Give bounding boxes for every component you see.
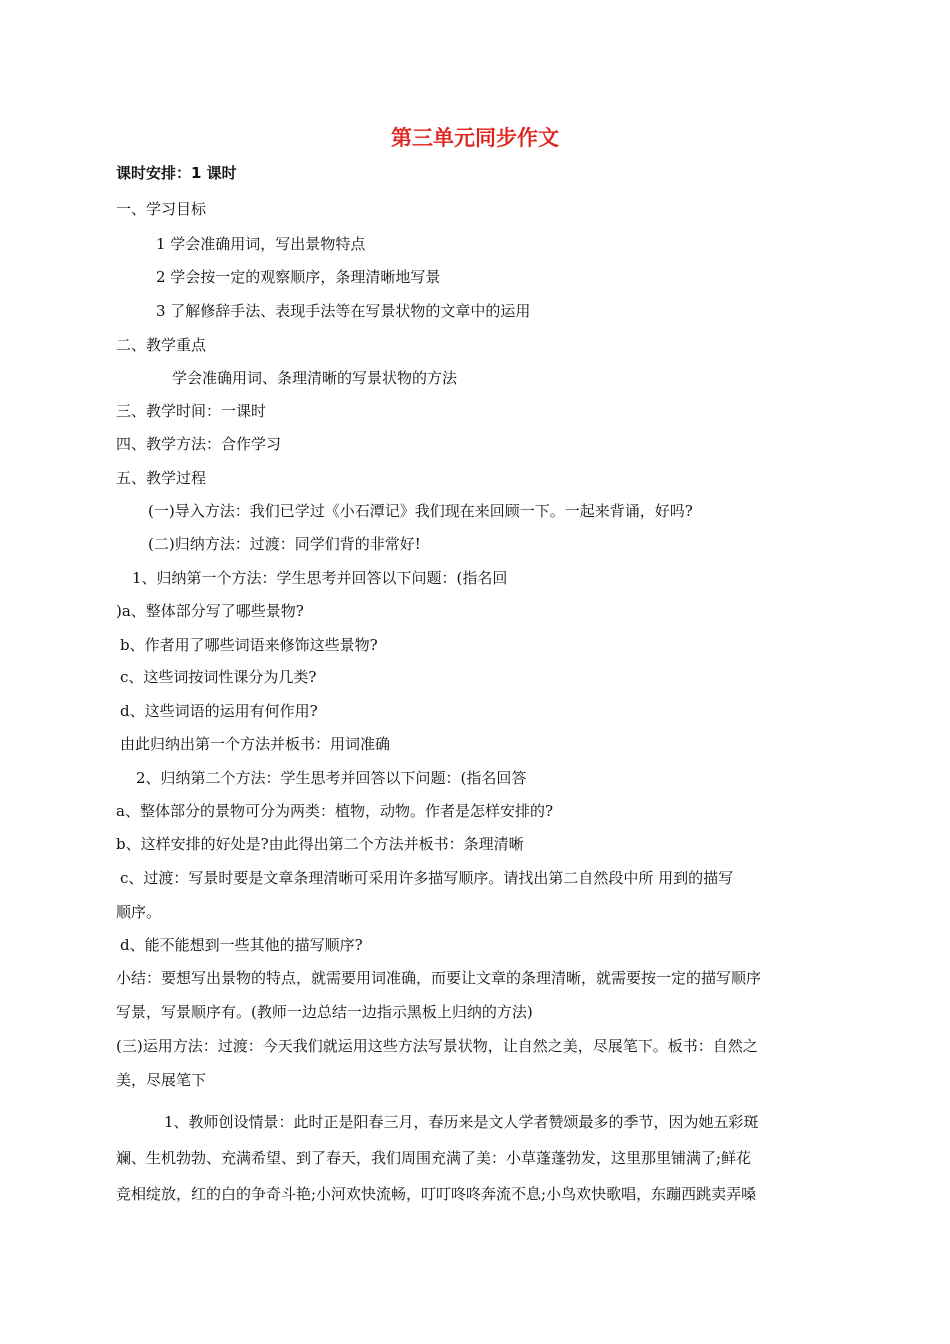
section-heading-method: 四、教学方法：合作学习 [116, 435, 282, 453]
paragraph-line: 斓、生机勃勃、充满希望、到了春天，我们周围充满了美：小草蓬蓬勃发，这里那里铺满了;鲜花 [116, 1149, 752, 1167]
paragraph-line: 2、归纳第二个方法：学生思考并回答以下问题：(指名回答 [136, 769, 527, 787]
paragraph-line: 写景，写景顺序有。(教师一边总结一边指示黑板上归纳的方法) [116, 1003, 533, 1021]
paragraph-line: (三)运用方法：过渡：今天我们就运用这些方法写景状物，让自然之美，尽展笔下。板书：自然之 [116, 1037, 758, 1055]
paragraph-line: (二)归纳方法：过渡：同学们背的非常好! [148, 535, 421, 553]
key-point-text: 学会准确用词、条理清晰的写景状物的方法 [172, 369, 458, 387]
objective-item: 2 学会按一定的观察顺序，条理清晰地写景 [156, 268, 441, 286]
paragraph-line: (一)导入方法：我们已学过《小石潭记》我们现在来回顾一下。一起来背诵，好吗? [148, 502, 693, 520]
question-item: b、这样安排的好处是?由此得出第二个方法并板书：条理清晰 [116, 835, 524, 853]
objective-item: 3 了解修辞手法、表现手法等在写景状物的文章中的运用 [156, 302, 531, 320]
question-item: c、过渡：写景时要是文章条理清晰可采用许多描写顺序。请找出第二自然段中所 用到的描写 [120, 869, 734, 887]
paragraph-line: 顺序。 [116, 903, 162, 921]
paragraph-line: 1、归纳第一个方法：学生思考并回答以下问题：(指名回 [132, 569, 508, 587]
question-item: a、整体部分的景物可分为两类：植物，动物。作者是怎样安排的? [116, 802, 553, 820]
paragraph-line: 小结：要想写出景物的特点，就需要用词准确，而要让文章的条理清晰，就需要按一定的描写顺序 [116, 969, 762, 987]
objective-item: 1 学会准确用词，写出景物特点 [156, 235, 366, 253]
document-title: 第三单元同步作文 [391, 126, 559, 150]
question-item: b、作者用了哪些词语来修饰这些景物? [120, 636, 378, 654]
paragraph-line: 由此归纳出第一个方法并板书：用词准确 [120, 735, 391, 753]
section-heading-time: 三、教学时间：一课时 [116, 402, 267, 420]
section-heading-process: 五、教学过程 [116, 469, 207, 487]
question-item: d、能不能想到一些其他的描写顺序? [120, 936, 363, 954]
paragraph-line: 1、教师创设情景：此时正是阳春三月，春历来是文人学者赞颂最多的季节，因为她五彩斑 [164, 1113, 759, 1131]
lesson-schedule: 课时安排：1 课时 [116, 164, 237, 182]
question-item: d、这些词语的运用有何作用? [120, 702, 318, 720]
section-heading-key-points: 二、教学重点 [116, 336, 207, 354]
paragraph-line: 竞相绽放，红的白的争奇斗艳;小河欢快流畅，叮叮咚咚奔流不息;小鸟欢快歌唱，东蹦西跳卖弄嗓 [116, 1185, 757, 1203]
question-item: )a、整体部分写了哪些景物? [116, 602, 304, 620]
question-item: c、这些词按词性课分为几类? [120, 668, 317, 686]
paragraph-line: 美，尽展笔下 [116, 1071, 207, 1089]
section-heading-objectives: 一、学习目标 [116, 200, 207, 218]
